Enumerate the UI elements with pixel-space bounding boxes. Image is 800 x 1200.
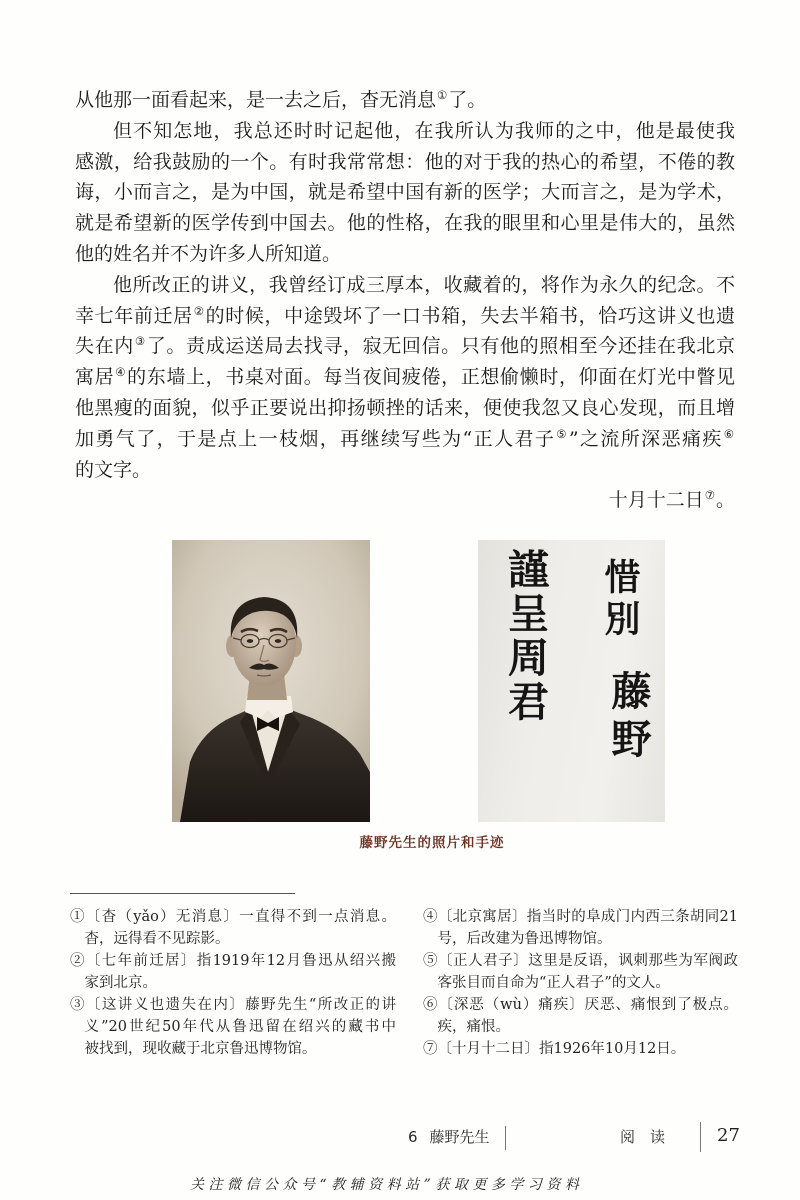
text-line: 寓居④的东墙上，书桌对面。每当夜间疲倦，正想偷懒时，仰面在灯光中瞥见 [75, 365, 735, 389]
fujino-photo [172, 540, 370, 822]
footnote-line: 家到北京。 [84, 975, 157, 991]
paragraph [75, 270, 735, 486]
text-line: 他黑瘦的面貌，似乎正要说出抑扬顿挫的话来，便使我忽又良心发现，而且增 [75, 396, 735, 419]
text-line: 加勇气了，于是点上一枝烟，再继续写些为“正人君子⑤”之流所深恶痛疾⑥ [75, 426, 734, 450]
footnote-line: ②〔七年前迁居〕指1919年12月鲁迅从绍兴搬 [70, 953, 396, 969]
footnote-line: 疾，痛恨。 [437, 1019, 510, 1035]
text-line: 幸七年前迁居②的时候，中途毁坏了一口书箱，失去半箱书，恰巧这讲义也遗 [75, 303, 735, 327]
section-label: 阅读 [620, 1128, 681, 1146]
text-line: 他的姓名并不为许多人所知道。 [75, 242, 342, 265]
footnote-marker: ⑦ [704, 488, 715, 503]
footnote-line: ⑦〔十月十二日〕指1926年10月12日。 [423, 1041, 686, 1057]
text-line: 他所改正的讲义，我曾经订成三厚本，收藏着的，将作为永久的纪念。不 [113, 273, 735, 296]
right-eye [275, 639, 281, 643]
page-number: 27 [717, 1125, 740, 1146]
footnote-line: ①〔杳（yǎo）无消息〕一直得不到一点消息。 [70, 909, 396, 925]
handwriting-column: 惜別 [599, 558, 641, 642]
footnote [423, 994, 738, 1038]
footnotes-left-column [70, 906, 396, 1060]
text-line: 但不知怎地，我总还时时记起他，在我所认为我师的之中，他是最使我 [113, 119, 735, 142]
footnote-line: 义”20世纪50年代从鲁迅留在绍兴的藏书中 [84, 1019, 396, 1035]
chapter-title: 藤野先生 [429, 1128, 490, 1146]
handwriting-column: 謹呈周君 [501, 548, 549, 724]
text-line: 从他那一面看起来，是一去之后，杳无消息①了。 [75, 87, 487, 111]
footnote-marker: ⑥ [723, 426, 734, 441]
watermark-text: 关注微信公众号“教辅资料站”获取更多学习资料 [190, 1177, 584, 1193]
running-footer [408, 1127, 490, 1147]
handwriting-column: 藤野 [605, 670, 652, 766]
footnote-marker: ③ [134, 334, 146, 349]
footnote-divider [70, 893, 295, 894]
paragraph [75, 116, 735, 270]
footnote-line: ③〔这讲义也遗失在内〕藤野先生“所改正的讲 [70, 997, 396, 1013]
footnote [70, 906, 396, 950]
footnote-line: ④〔北京寓居〕指当时的阜成门内西三条胡同21 [423, 909, 738, 925]
footnote-line: 号，后改建为鲁迅博物馆。 [437, 931, 612, 947]
text-line: 的文字。 [75, 458, 152, 481]
date-line: 十月十二日⑦。 [608, 488, 735, 512]
footnotes-right-column [423, 906, 738, 1060]
footer-divider [700, 1122, 701, 1152]
footnote-marker: ④ [115, 365, 127, 380]
footnote-marker: ① [437, 87, 448, 102]
footnote-line: 被找到，现收藏于北京鲁迅博物馆。 [84, 1041, 317, 1057]
footnote-line: ⑤〔正人君子〕这里是反语，讽刺那些为军阀政 [423, 953, 738, 969]
footnote [423, 1038, 738, 1060]
footnote [423, 950, 738, 994]
footnote-line: 杳，远得看不见踪影。 [84, 931, 230, 947]
footnote-line: ⑥〔深恶（wù）痛疾〕厌恶、痛恨到了极点。 [423, 997, 738, 1013]
main-text [75, 85, 735, 516]
footnote [423, 906, 738, 950]
footnote-line: 客张目而自命为“正人君子”的文人。 [437, 975, 670, 991]
footnote-marker: ② [193, 303, 205, 318]
footnote [70, 950, 396, 994]
paragraph [75, 85, 735, 116]
fujino-portrait [172, 540, 370, 822]
text-line: 就是希望新的医学传到中国去。他的性格，在我的眼里和心里是伟大的，虽然 [75, 212, 735, 235]
left-eye [247, 639, 253, 643]
figure-caption: 藤野先生的照片和手迹 [359, 835, 505, 851]
footnote [70, 994, 396, 1060]
fujino-handwriting [478, 540, 665, 822]
text-line: 诲，小而言之，是为中国，就是希望中国有新的医学；大而言之，是为学术， [75, 181, 735, 204]
text-line: 感激，给我鼓励的一个。有时我常常想：他的对于我的热心的希望，不倦的教 [75, 150, 735, 173]
footnote-marker: ⑤ [556, 426, 568, 441]
chapter-number: 6 [408, 1128, 418, 1146]
footer-divider [505, 1126, 506, 1150]
text-line: 失在内③了。责成运送局去找寻，寂无回信。只有他的照相至今还挂在我北京 [75, 334, 735, 358]
